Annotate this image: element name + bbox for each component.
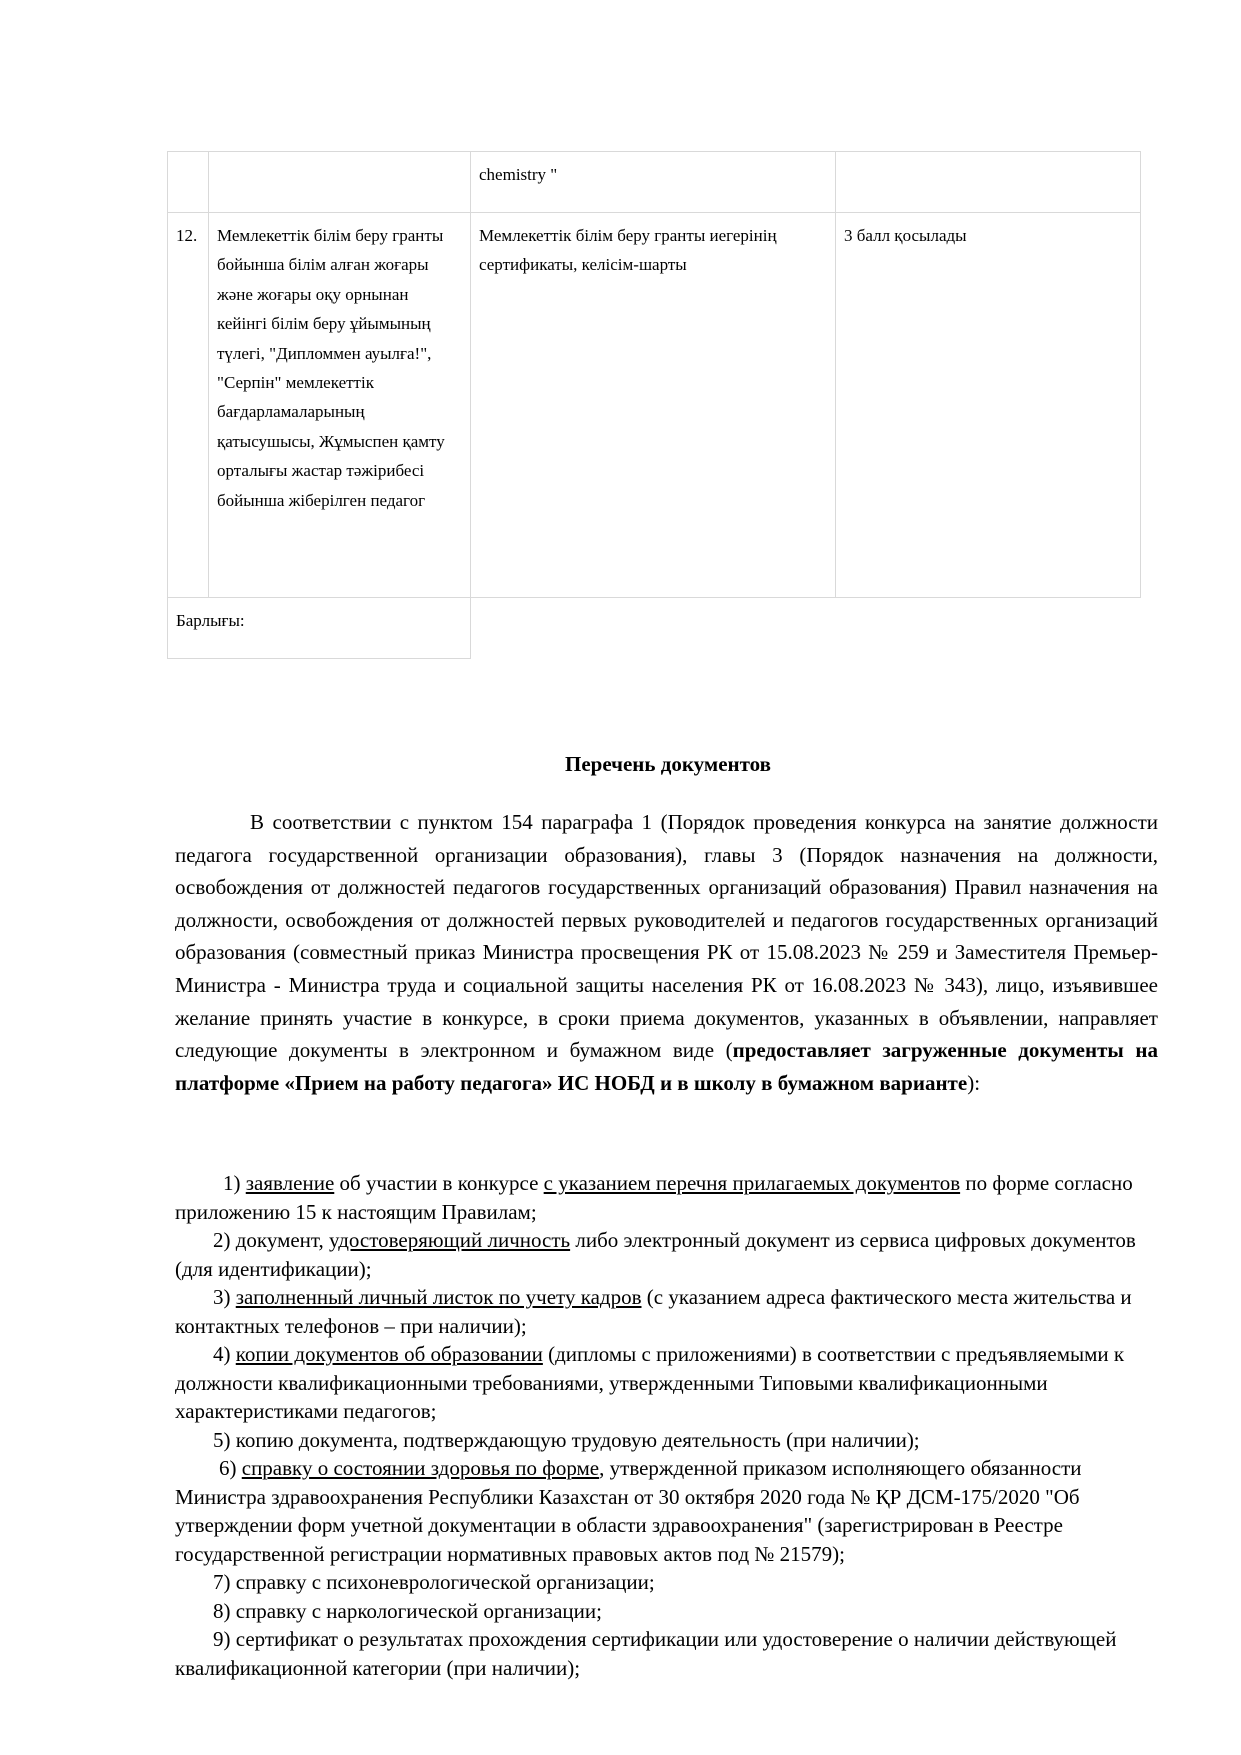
item-text: (с указанием адреса фактического места жительства и контактных телефонов – при наличии); — [175, 1285, 1132, 1338]
item-text: либо электронный документ из сервиса цифровых документов (для идентификации); — [175, 1228, 1136, 1281]
table-row — [168, 213, 1141, 598]
item-number: 2) — [213, 1228, 236, 1252]
item-text: документ, — [235, 1228, 330, 1252]
intro-bold-text: предоставляет загруженные документы на платформе «Прием на работу педагога» ИС НОБД и в школу в бумажном варианте — [175, 1038, 1158, 1095]
documents-list — [175, 1169, 1165, 1682]
item-text: (дипломы с приложениями) в соответствии с предъявляемыми к должности квалификационными требованиями, утвержденными Типовыми квалификационными характеристиками педагогов; — [175, 1342, 1125, 1423]
intro-paragraph — [175, 806, 1158, 1099]
list-item — [175, 1283, 1165, 1340]
total-label: Барлығы: — [168, 598, 471, 659]
table-row-total — [168, 598, 1141, 659]
criteria-table — [167, 151, 1141, 659]
item-number: 9) — [213, 1627, 236, 1651]
item-number: 3) — [213, 1285, 236, 1309]
item-underlined: удостоверяющий личность — [329, 1228, 571, 1252]
item-text: по форме согласно приложению 15 к настоящим Правилам; — [175, 1171, 1133, 1224]
row-number: 12. — [168, 213, 209, 598]
table-cell — [209, 152, 471, 213]
total-value-cell — [471, 598, 1141, 659]
item-number: 4) — [213, 1342, 236, 1366]
item-text: об участии в конкурсе — [334, 1171, 544, 1195]
item-number: 5) — [213, 1427, 236, 1452]
table-row — [168, 152, 1141, 213]
table-cell — [168, 152, 209, 213]
item-underlined: с указанием перечня прилагаемых документов — [543, 1171, 961, 1195]
item-text: справку с психоневрологической организации; — [235, 1570, 655, 1594]
score-cell: 3 балл қосылады — [836, 213, 1141, 598]
item-underlined: заполненный личный листок по учету кадров — [235, 1285, 642, 1309]
list-item — [175, 1454, 1165, 1568]
criterion-cell: Мемлекеттік білім беру гранты бойынша білім алған жоғары және жоғары оқу орнынан кейінгі білім беру ұйымының түлегі, "Дипломмен ауылға!", "Серпін" мемлекеттік бағдарламаларының қатысушысы, Жұмыспен қамту орталығы жастар тәжірибесі бойынша жіберілген педагог — [209, 213, 471, 598]
item-number: 1) — [223, 1171, 246, 1195]
item-underlined: заявление — [245, 1171, 335, 1195]
item-text: справку с наркологической организации; — [235, 1598, 602, 1623]
item-underlined: копии документов об образовании — [235, 1342, 543, 1366]
item-number: 7) — [213, 1570, 236, 1594]
item-number: 8) — [213, 1598, 236, 1623]
list-item — [175, 1597, 1165, 1626]
section-title: Перечень документов — [565, 752, 771, 776]
list-item — [175, 1625, 1165, 1682]
item-underlined: справку о состоянии здоровья по форме — [241, 1456, 600, 1480]
table-cell — [836, 152, 1141, 213]
list-item — [175, 1426, 1165, 1455]
list-item — [175, 1226, 1165, 1283]
item-text: сертификат о результатах прохождения сертификации или удостоверение о наличии действующей квалификационной категории (при наличии); — [175, 1627, 1117, 1680]
table-cell: chemistry " — [471, 152, 836, 213]
intro-end: ): — [967, 1070, 981, 1095]
intro-text: В соответствии с пунктом 154 параграфа 1 (Порядок проведения конкурса на занятие должности педагога государственной организации образования), главы 3 (Порядок назначения на должности, освобождения от должностей педагогов государственных организаций образования) Правил назначения на должности, освобождения от должностей первых руководителей и педагогов государственных организаций образования (совместный приказ Министра просвещения РК от 15.08.2023 № 259 и Заместителя Премьер-Министра - Министра труда и социальной защиты населения РК от 16.08.2023 № 343), лицо, изъявившее желание принять участие в конкурсе, в сроки приема документов, указанных в объявлении, направляет следующие документы в электронном и бумажном виде ( — [175, 810, 1158, 1063]
item-number: 6) — [219, 1456, 242, 1480]
document-cell: Мемлекеттік білім беру гранты иегерінің сертификаты, келісім-шарты — [471, 213, 836, 598]
list-item — [175, 1340, 1165, 1426]
list-item — [175, 1568, 1165, 1597]
list-item — [175, 1169, 1165, 1226]
item-text: копию документа, подтверждающую трудовую деятельность (при наличии); — [235, 1427, 920, 1452]
item-text: , утвержденной приказом исполняющего обязанности Министра здравоохранения Республики Казахстан от 30 октября 2020 года № ҚР ДСМ-175/2020 "Об утверждении форм учетной документации в области здравоохранения" (зарегистрирован в Реестре государственной регистрации нормативных правовых актов под № 21579); — [175, 1456, 1082, 1566]
